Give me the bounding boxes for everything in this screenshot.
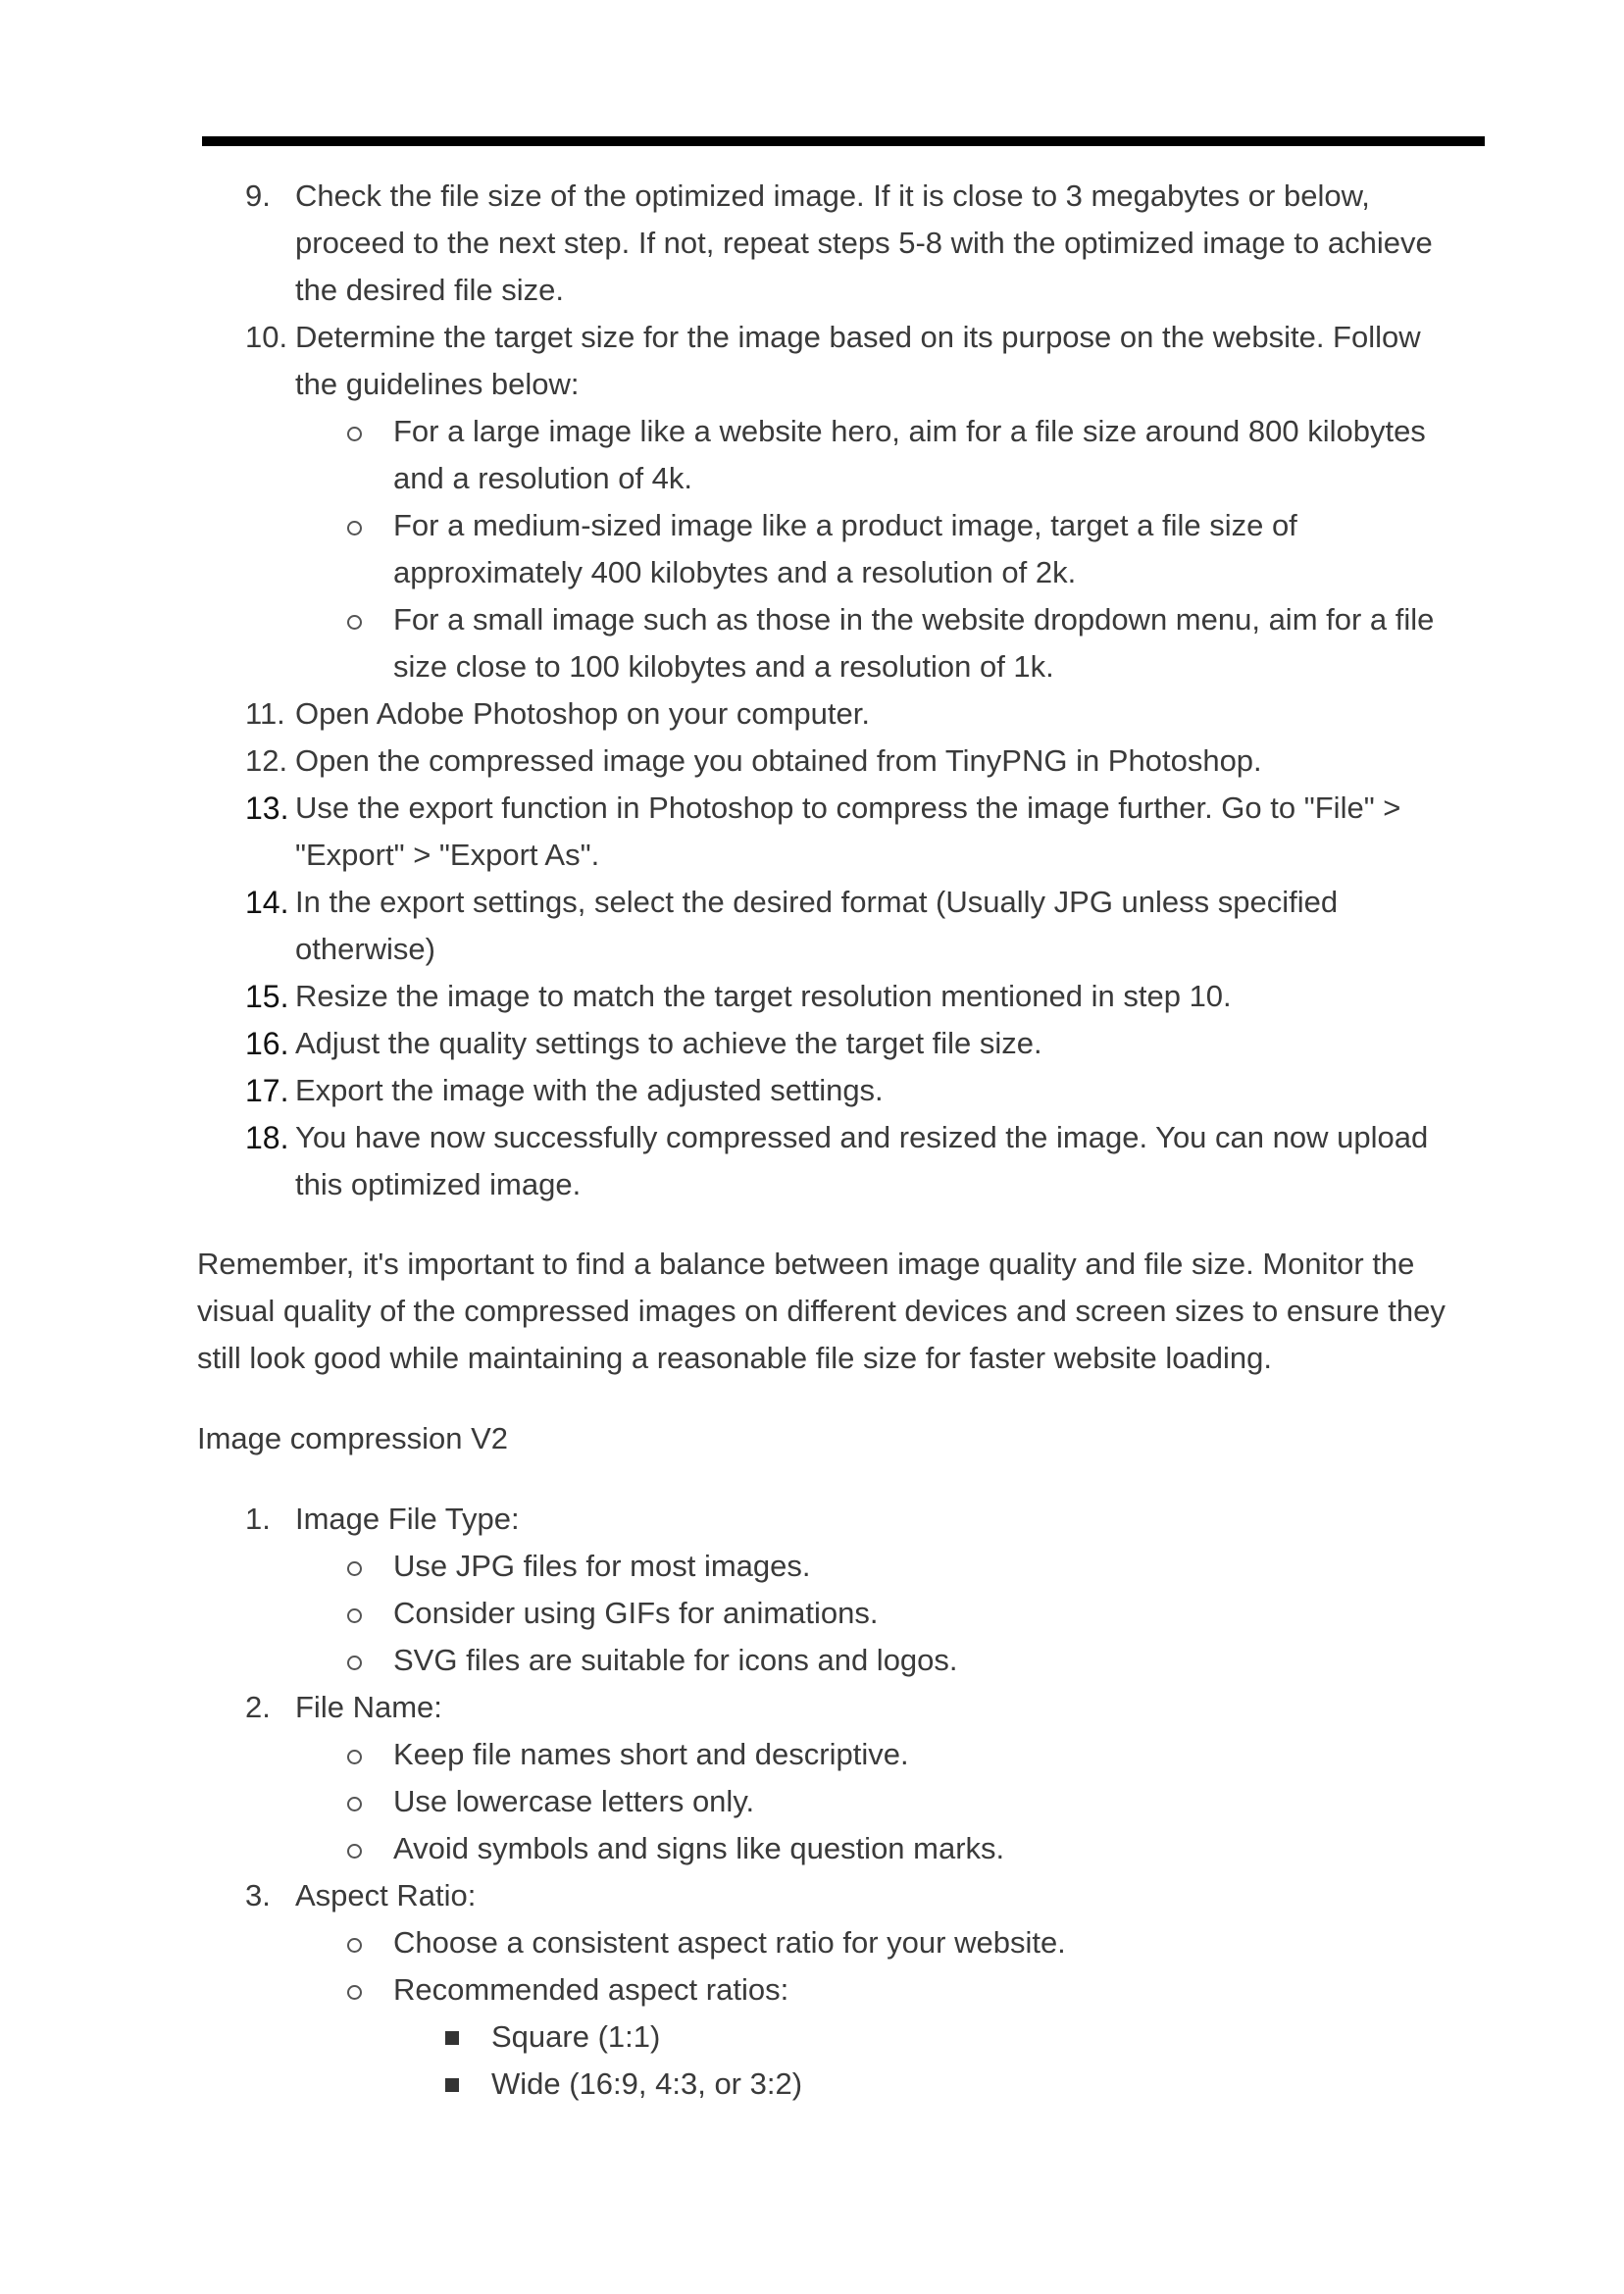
list-number: 3. [245, 1878, 271, 1912]
sub-item-text: Keep file names short and descriptive. [393, 1737, 909, 1771]
hollow-bullet-icon [347, 1608, 362, 1623]
list-item-text: Open the compressed image you obtained from TinyPNG in Photoshop. [295, 743, 1262, 778]
hollow-bullet-icon [347, 1985, 362, 2000]
sub-item-text: and a resolution of 4k. [393, 461, 693, 495]
square-bullet-icon [445, 2031, 459, 2045]
hollow-bullet-icon [347, 1561, 362, 1576]
list-number: 2. [245, 1690, 271, 1724]
sub-item-text: For a large image like a website hero, aim for a file size around 800 kilobytes [393, 414, 1426, 448]
list-item-text: Export the image with the adjusted settings. [295, 1073, 884, 1107]
list-item-text: otherwise) [295, 932, 435, 966]
subsub-item-text: Wide (16:9, 4:3, or 3:2) [491, 2066, 803, 2101]
hollow-bullet-icon [347, 427, 362, 441]
list-item-text: You have now successfully compressed and resized the image. You can now upload [295, 1120, 1429, 1154]
list-item-text: Resize the image to match the target resolution mentioned in step 10. [295, 979, 1232, 1013]
list-number: 17. [245, 1073, 289, 1108]
paragraph-line: Remember, it's important to find a balance between image quality and file size. Monitor the [197, 1247, 1415, 1281]
list-number: 18. [245, 1120, 289, 1155]
list-number: 14. [245, 885, 289, 920]
sub-item-text: approximately 400 kilobytes and a resolution of 2k. [393, 555, 1077, 589]
list-item-label: File Name: [295, 1690, 442, 1724]
top-rule [202, 136, 1485, 146]
sub-item-text: Recommended aspect ratios: [393, 1972, 789, 2007]
sub-item-text: Use JPG files for most images. [393, 1549, 811, 1583]
list-item-text: this optimized image. [295, 1167, 582, 1201]
sub-item-text: SVG files are suitable for icons and logos. [393, 1643, 958, 1677]
list-item-text: the desired file size. [295, 273, 564, 307]
sub-item-text: For a small image such as those in the website dropdown menu, aim for a file [393, 602, 1435, 637]
hollow-bullet-icon [347, 1750, 362, 1764]
list-number: 1. [245, 1502, 271, 1536]
list-item-text: Determine the target size for the image based on its purpose on the website. Follow [295, 320, 1421, 354]
sub-item-text: Use lowercase letters only. [393, 1784, 755, 1818]
sub-item-text: size close to 100 kilobytes and a resolution of 1k. [393, 649, 1054, 684]
list-number: 16. [245, 1026, 289, 1061]
sub-item-text: Choose a consistent aspect ratio for your website. [393, 1925, 1066, 1960]
paragraph-line: still look good while maintaining a reasonable file size for faster website loading. [197, 1341, 1272, 1375]
list-number: 12. [245, 743, 288, 778]
list-item-text: Open Adobe Photoshop on your computer. [295, 696, 870, 731]
list-item-text: In the export settings, select the desired format (Usually JPG unless specified [295, 885, 1339, 919]
paragraph-line: visual quality of the compressed images on different devices and screen sizes to ensure they [197, 1294, 1446, 1328]
sub-item-text: Avoid symbols and signs like question marks. [393, 1831, 1005, 1865]
list-item-label: Aspect Ratio: [295, 1878, 477, 1912]
list-item-label: Image File Type: [295, 1502, 520, 1536]
hollow-bullet-icon [347, 1938, 362, 1953]
list-number: 9. [245, 178, 271, 213]
square-bullet-icon [445, 2078, 459, 2092]
list-item-text: Use the export function in Photoshop to compress the image further. Go to "File" > [295, 790, 1401, 825]
sub-item-text: Consider using GIFs for animations. [393, 1596, 879, 1630]
list-number: 13. [245, 790, 289, 826]
hollow-bullet-icon [347, 1656, 362, 1670]
sub-item-text: For a medium-sized image like a product image, target a file size of [393, 508, 1297, 542]
list-item-text: Adjust the quality settings to achieve the target file size. [295, 1026, 1042, 1060]
list-item-text: Check the file size of the optimized image. If it is close to 3 megabytes or below, [295, 178, 1370, 213]
list-number: 11. [245, 696, 285, 731]
section-heading: Image compression V2 [197, 1421, 509, 1455]
list-item-text: "Export" > "Export As". [295, 838, 600, 872]
subsub-item-text: Square (1:1) [491, 2019, 661, 2054]
list-number: 10. [245, 320, 288, 354]
list-item-text: proceed to the next step. If not, repeat steps 5-8 with the optimized image to achieve [295, 226, 1433, 260]
hollow-bullet-icon [347, 1797, 362, 1811]
hollow-bullet-icon [347, 1844, 362, 1859]
hollow-bullet-icon [347, 615, 362, 630]
hollow-bullet-icon [347, 521, 362, 535]
list-item-text: the guidelines below: [295, 367, 580, 401]
list-number: 15. [245, 979, 289, 1014]
